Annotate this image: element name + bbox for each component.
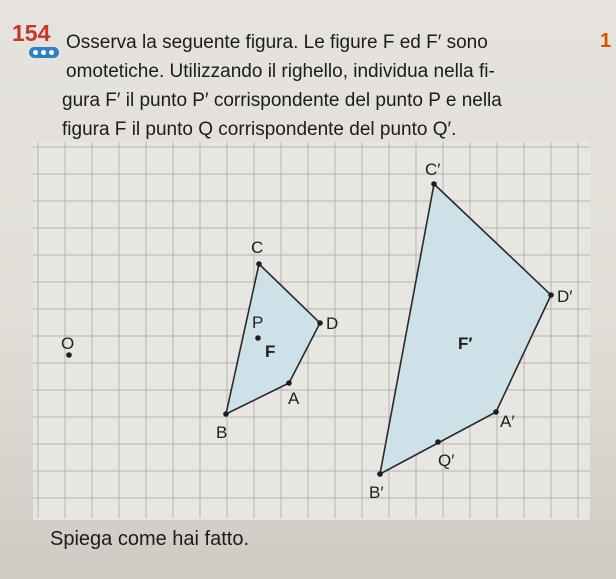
label-O: O [61, 334, 75, 353]
label-F-prime: F′ [458, 334, 473, 353]
margin-number: 1 [600, 30, 612, 52]
label-F: F [265, 342, 276, 361]
point-A-prime [493, 409, 499, 415]
problem-line-1: Osserva la seguente figura. Le figure F ed F′ sono [66, 32, 488, 53]
label-A: A [288, 389, 300, 408]
point-C [256, 261, 262, 267]
exercise-number: 154 [12, 20, 51, 46]
label-A-prime: A′ [500, 412, 515, 431]
center-point-O [66, 352, 72, 358]
problem-line-3: gura F′ il punto P′ corrispondente del punto P e nella [62, 90, 502, 111]
label-D: D [326, 314, 339, 333]
label-C: C [251, 238, 264, 257]
point-Q-prime [435, 439, 441, 445]
label-C-prime: C′ [425, 160, 441, 179]
problem-line-2: omotetiche. Utilizzando il righello, individua nella fi- [66, 61, 495, 82]
point-A [286, 380, 292, 386]
point-P [255, 335, 261, 341]
label-D-prime: D′ [557, 287, 573, 306]
point-D-prime [548, 292, 554, 298]
label-Q-prime: Q′ [438, 451, 455, 470]
label-B: B [216, 423, 228, 442]
explain-prompt: Spiega come hai fatto. [50, 528, 250, 550]
label-B-prime: B′ [369, 483, 384, 502]
point-D [317, 320, 323, 326]
point-B-prime [377, 471, 383, 477]
point-B [223, 411, 229, 417]
point-C-prime [431, 181, 437, 187]
problem-line-4: figura F il punto Q corrispondente del punto Q′. [62, 119, 457, 140]
label-P: P [252, 313, 264, 332]
